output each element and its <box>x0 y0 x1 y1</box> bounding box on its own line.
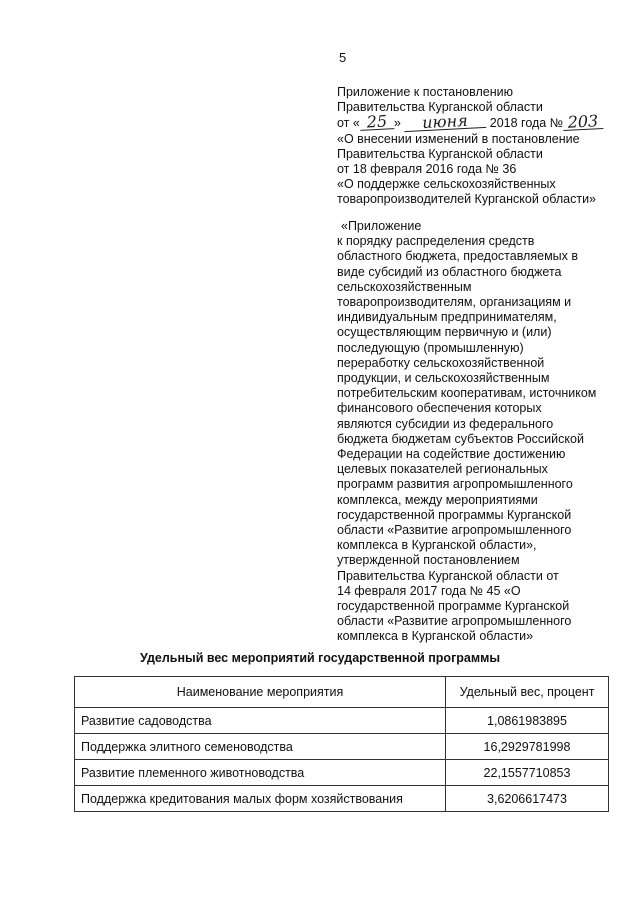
handwritten-doc-number: 203 <box>563 114 604 131</box>
table-row <box>75 708 609 734</box>
annex-block <box>337 219 617 645</box>
approval-header <box>337 85 627 208</box>
table-row <box>75 786 609 812</box>
date-mid: » <box>393 116 401 131</box>
row-value: 22,1557710853 <box>446 760 609 786</box>
table-row <box>75 734 609 760</box>
header-line-2: Правительства Курганской области <box>337 100 543 115</box>
row-value: 16,2929781998 <box>446 734 609 760</box>
row-value: 1,0861983895 <box>446 708 609 734</box>
annex-title: «Приложение <box>341 219 422 233</box>
table-row <box>75 760 609 786</box>
date-prefix: от « <box>337 116 360 131</box>
handwritten-month: июня <box>404 113 487 132</box>
page-number: 5 <box>339 50 347 65</box>
column-header-value: Удельный вес, процент <box>446 677 609 708</box>
table-title: Удельный вес мероприятий государственной программы <box>139 651 501 665</box>
row-name: Развитие садоводства <box>75 708 446 734</box>
date-year: 2018 года № <box>489 116 564 131</box>
header-date-line <box>337 111 627 133</box>
row-name: Поддержка элитного семеноводства <box>75 734 446 760</box>
header-line-1: Приложение к постановлению <box>337 85 513 99</box>
weights-table <box>74 676 609 812</box>
header-line-8: товаропроизводителей Курганской области» <box>337 192 597 207</box>
annex-text: к порядку распределения средств областного бюджета, предоставляемых в виде субсидий из областного бюджета сельскохозяйственным товаропроизводителям, организациям и индивидуальным предпринимателям, осуществляющим первичную и (или) последующую (промышленную) переработку сельскохозяйственной продукции, и сельскохозяйственным потребительским кооперативам, источником финансового обеспечения которых являются субсидии из федерального бюджета бюджетам субъектов Российской Федерации на содействие достижению целевых показателей региональных программ развития агропромышленного комплекса, между мероприятиями государственной программы Курганской области «Развитие агропромышленного комплекса в Курганской области», утвержденной постановлением Правительства Курганской области от 14 февраля 2017 года № 45 «О государственной программе Курганской области «Развитие агропромышленного комплекса в Курганской области» <box>337 234 597 644</box>
row-name: Развитие племенного животноводства <box>75 760 446 786</box>
table-header-row <box>75 677 609 708</box>
header-line-6: от 18 февраля 2016 года № 36 <box>337 162 517 177</box>
header-line-4: «О внесении изменений в постановление <box>337 131 580 146</box>
header-line-7: «О поддержке сельскохозяйственных <box>337 177 556 192</box>
handwritten-day: 25 <box>359 115 394 132</box>
column-header-name: Наименование мероприятия <box>75 677 446 708</box>
row-name: Поддержка кредитования малых форм хозяйствования <box>75 786 446 812</box>
row-value: 3,6206617473 <box>446 786 609 812</box>
header-line-5: Правительства Курганской области <box>337 146 543 161</box>
